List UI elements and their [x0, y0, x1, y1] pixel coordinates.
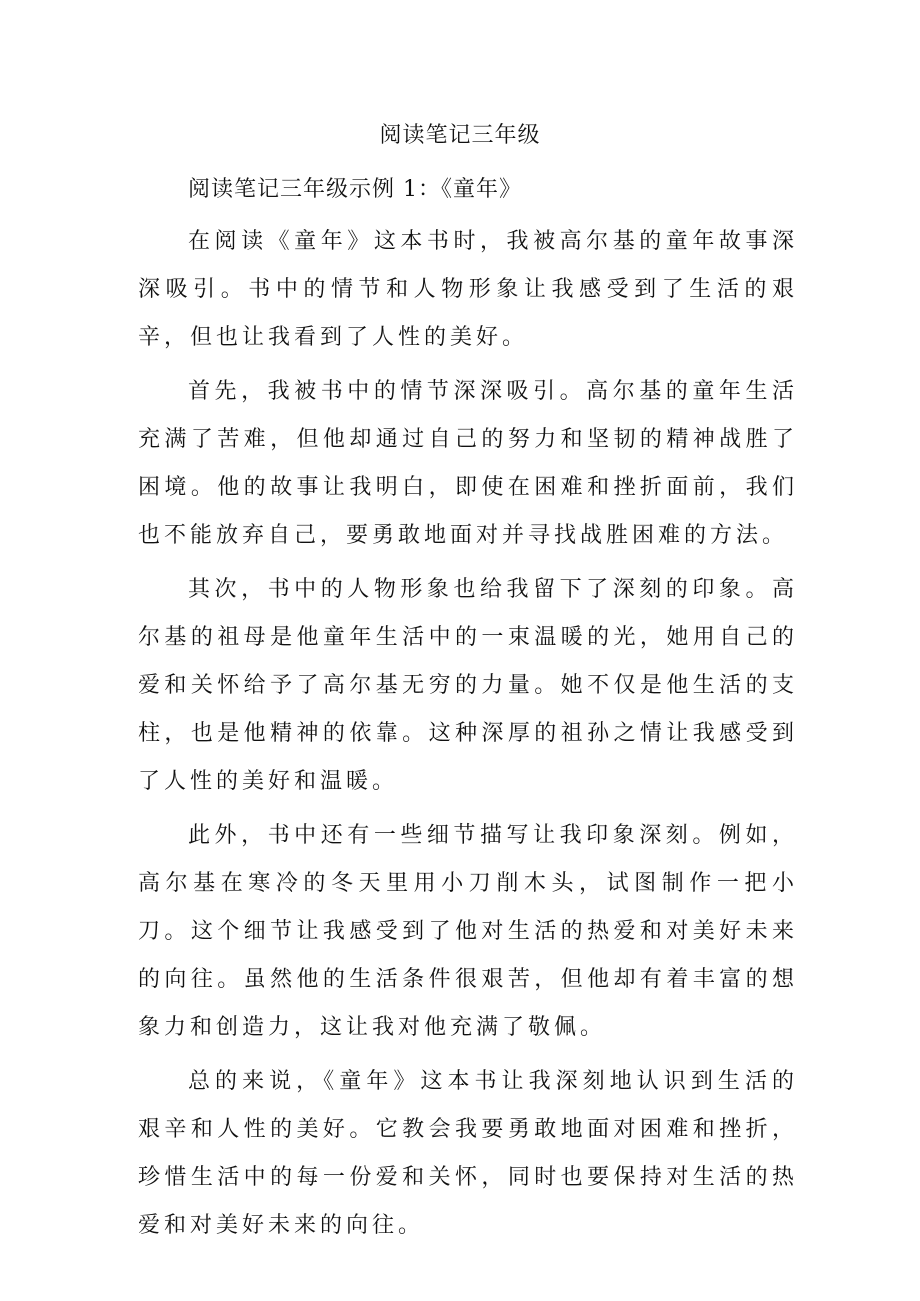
document-title: 阅读笔记三年级 — [379, 123, 541, 148]
paragraph-intro: 在阅读《童年》这本书时，我被高尔基的童年故事深深吸引。书中的情节和人物形象让我感受到了生活的艰辛，但也让我看到了人性的美好。 — [138, 229, 798, 350]
document-subtitle: 阅读笔记三年级示例 1：《童年》 — [188, 177, 522, 202]
paragraph-conclusion: 总的来说，《童年》这本书让我深刻地认识到生活的艰辛和人性的美好。它教会我要勇敢地面对困难和挫折，珍惜生活中的每一份爱和关怀，同时也要保持对生活的热爱和对美好未来的向往。 — [138, 1069, 798, 1238]
paragraph-characters: 其次，书中的人物形象也给我留下了深刻的印象。高尔基的祖母是他童年生活中的一束温暖的光，她用自己的爱和关怀给予了高尔基无穷的力量。她不仅是他生活的支柱，也是他精神的依靠。这种深厚的祖孙之情让我感受到了人性的美好和温暖。 — [138, 577, 798, 794]
paragraph-plot: 首先，我被书中的情节深深吸引。高尔基的童年生活充满了苦难，但他却通过自己的努力和坚韧的精神战胜了困境。他的故事让我明白，即使在困难和挫折面前，我们也不能放弃自己，要勇敢地面对并寻找战胜困难的方法。 — [138, 379, 798, 548]
document-body — [138, 218, 798, 1256]
paragraph-details: 此外，书中还有一些细节描写让我印象深刻。例如，高尔基在寒冷的冬天里用小刀削木头，试图制作一把小刀。这个细节让我感受到了他对生活的热爱和对美好未来的向往。虽然他的生活条件很艰苦，但他却有着丰富的想象力和创造力，这让我对他充满了敬佩。 — [138, 823, 798, 1040]
